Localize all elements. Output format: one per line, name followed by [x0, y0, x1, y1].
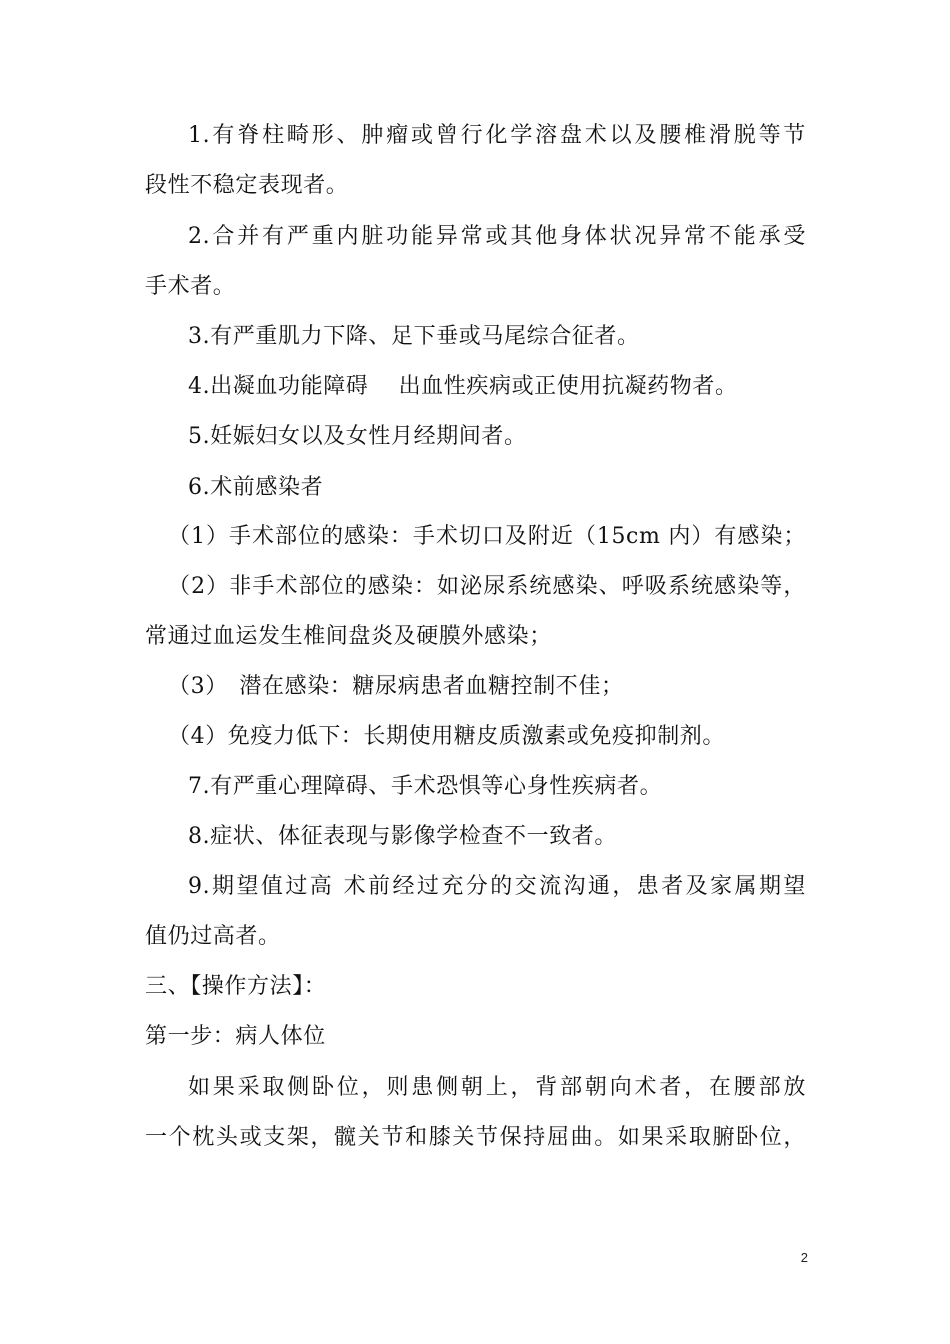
- text-line: 段性不稳定表现者。: [145, 173, 349, 198]
- page-number: 2: [800, 1250, 808, 1265]
- text-line: （1）手术部位的感染：手术切口及附近（15cm 内）有感染；: [168, 524, 806, 549]
- text-line: 8.症状、体征表现与影像学检查不一致者。: [188, 824, 617, 849]
- text-line: 4.出凝血功能障碍 出血性疾病或正使用抗凝药物者。: [188, 374, 738, 399]
- text-line: 手术者。: [145, 274, 236, 299]
- text-line: 7.有严重心理障碍、手术恐惧等心身性疾病者。: [188, 774, 663, 799]
- text-line: 常通过血运发生椎间盘炎及硬膜外感染；: [145, 624, 552, 649]
- text-line: 2.合并有严重内脏功能异常或其他身体状况异常不能承受: [188, 224, 806, 249]
- text-line: 5.妊娠妇女以及女性月经期间者。: [188, 424, 527, 449]
- text-line: （2）非手术部位的感染：如泌尿系统感染、呼吸系统感染等，: [168, 574, 806, 599]
- text-line: （4）免疫力低下：长期使用糖皮质激素或免疫抑制剂。: [168, 724, 725, 749]
- text-line: 1.有脊柱畸形、肿瘤或曾行化学溶盘术以及腰椎滑脱等节: [188, 123, 806, 148]
- text-line: 6.术前感染者: [188, 475, 324, 500]
- text-line: 9.期望值过高 术前经过充分的交流沟通，患者及家属期望: [188, 874, 806, 899]
- text-line: 如果采取侧卧位，则患侧朝上，背部朝向术者，在腰部放: [188, 1075, 806, 1100]
- text-line: 3.有严重肌力下降、足下垂或马尾综合征者。: [188, 324, 640, 349]
- text-line: （3） 潜在感染：糖尿病患者血糖控制不佳；: [168, 674, 624, 699]
- text-line: 值仍过高者。: [145, 924, 281, 949]
- step-heading: 第一步：病人体位: [145, 1024, 326, 1049]
- section-heading: 三、【操作方法】：: [145, 974, 327, 999]
- text-line: 一个枕头或支架，髋关节和膝关节保持屈曲。如果采取腑卧位，: [145, 1125, 806, 1150]
